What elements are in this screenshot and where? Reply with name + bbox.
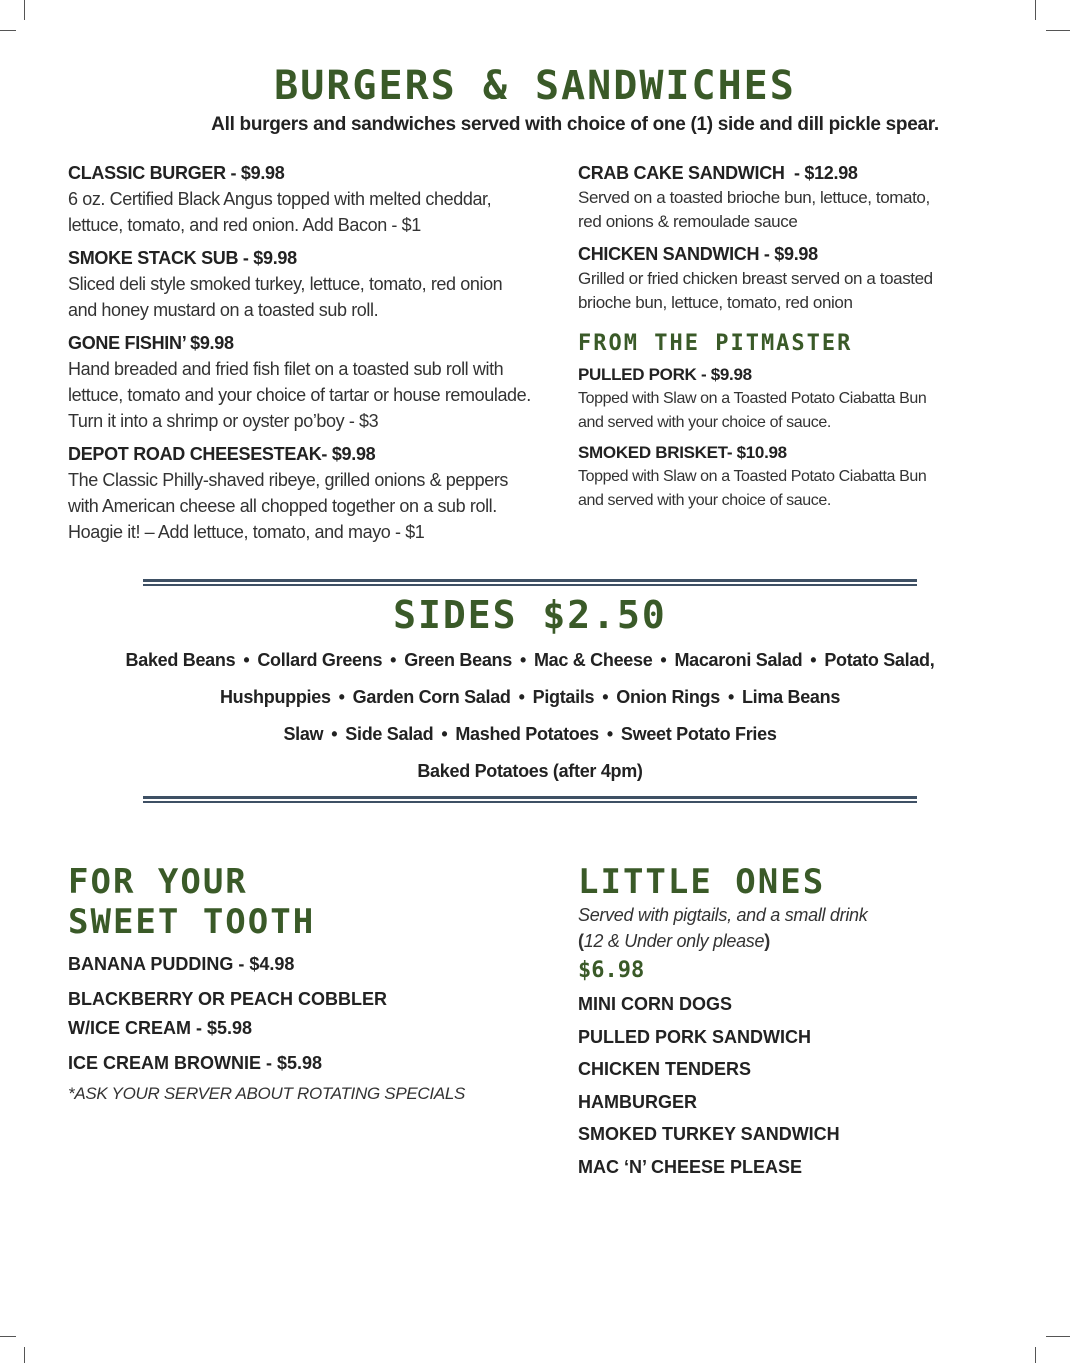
separator-dot: • (810, 650, 817, 670)
kids-item: PULLED PORK SANDWICH (578, 1026, 811, 1047)
separator-dot: • (243, 650, 250, 670)
kids-item: CHICKEN TENDERS (578, 1059, 752, 1079)
pitmaster-title: FROM THE PITMASTER (578, 331, 853, 356)
kids-item: HAMBURGER (578, 1091, 697, 1112)
item-name: PULLED PORK - $9.98 (578, 365, 752, 384)
item-description: and served with your choice of sauce. (578, 414, 831, 431)
little-ones-section (578, 862, 1018, 1183)
item-description: The Classic Philly-shaved ribeye, grilled onions & peppers (68, 470, 509, 490)
side-item: Macaroni Salad (674, 650, 803, 670)
item-description: Served on a toasted brioche bun, lettuce, tomato, (578, 188, 930, 207)
side-item: Baked Beans (125, 650, 236, 670)
menu-item (68, 160, 538, 238)
item-description: Hand breaded and fried fish filet on a toasted sub roll with (68, 359, 504, 379)
divider-bottom (143, 796, 917, 803)
separator-dot: • (518, 687, 525, 707)
sweet-tooth-title (68, 862, 528, 942)
sandwiches-right-column (578, 160, 1048, 519)
page-title: BURGERS & SANDWICHES (274, 63, 796, 109)
side-item: Pigtails (532, 687, 595, 707)
item-name: CRAB CAKE SANDWICH - $12.98 (578, 163, 858, 183)
item-name: SMOKE STACK SUB - $9.98 (68, 248, 297, 268)
item-description: lettuce, tomato, and red onion. Add Bacon - $1 (68, 215, 421, 235)
side-item: Collard Greens (257, 650, 383, 670)
menu-item (578, 363, 1048, 435)
kids-note (578, 928, 1018, 954)
side-item: Baked Potatoes (after 4pm) (417, 761, 643, 781)
menu-item (578, 241, 1048, 315)
menu-item (68, 330, 538, 434)
title-line: FOR YOUR (68, 862, 248, 902)
kids-item: SMOKED TURKEY SANDWICH (578, 1124, 840, 1144)
crop-mark (0, 30, 16, 31)
kids-item: MAC ‘N’ CHEESE PLEASE (578, 1156, 803, 1177)
dessert-line: W/ICE CREAM - $5.98 (68, 1018, 253, 1038)
side-item: Mac & Cheese (533, 650, 653, 670)
side-item: Slaw (283, 724, 324, 744)
item-name: CLASSIC BURGER - $9.98 (68, 163, 285, 183)
menu-item (68, 245, 538, 323)
item-description: red onions & remoulade sauce (578, 212, 798, 231)
separator-dot: • (660, 650, 667, 670)
separator-dot: • (331, 724, 338, 744)
side-item: Garden Corn Salad (352, 687, 511, 707)
separator-dot: • (602, 687, 609, 707)
dessert-line: BLACKBERRY OR PEACH COBBLER (68, 989, 388, 1009)
item-description: Topped with Slaw on a Toasted Potato Ciabatta Bun (578, 468, 927, 485)
crop-mark (1046, 30, 1070, 31)
little-ones-title: LITTLE ONES (578, 862, 826, 902)
kids-price: $6.98 (578, 958, 645, 983)
sides-row (0, 756, 1060, 793)
item-description: with American cheese all chopped together on a sub roll. (68, 496, 497, 516)
item-description: Turn it into a shrimp or oyster po’boy - $3 (68, 411, 379, 431)
item-description: Topped with Slaw on a Toasted Potato Ciabatta Bun (578, 390, 927, 407)
menu-item (578, 441, 1048, 513)
sides-row (0, 682, 1060, 719)
side-item: Lima Beans (741, 687, 841, 707)
separator-dot: • (727, 687, 734, 707)
side-item: Onion Rings (616, 687, 720, 707)
side-item: Hushpuppies (219, 687, 331, 707)
menu-item (578, 160, 1048, 234)
item-name: SMOKED BRISKET- $10.98 (578, 443, 787, 462)
side-item: Potato Salad, (824, 650, 935, 670)
sides-row (0, 719, 1060, 756)
page-subtitle: All burgers and sandwiches served with choice of one (1) side and dill pickle spear. (211, 114, 939, 135)
sides-list (0, 645, 1060, 793)
age-note: 12 & Under only please (583, 931, 765, 951)
item-name: DEPOT ROAD CHEESESTEAK- $9.98 (68, 444, 376, 464)
separator-dot: • (390, 650, 397, 670)
item-description: Sliced deli style smoked turkey, lettuce, tomato, red onion (68, 274, 503, 294)
crop-mark (24, 0, 25, 20)
side-item: Mashed Potatoes (455, 724, 599, 744)
divider-top (143, 579, 917, 586)
item-description: and honey mustard on a toasted sub roll. (68, 300, 379, 320)
crop-mark (24, 1347, 25, 1363)
sandwiches-left-column (68, 160, 538, 552)
dessert-item: ICE CREAM BROWNIE - $5.98 (68, 1053, 323, 1073)
dessert-item (68, 985, 528, 1043)
menu-item (68, 441, 538, 545)
item-name: GONE FISHIN’ $9.98 (68, 333, 234, 353)
kids-item: MINI CORN DOGS (578, 994, 733, 1014)
separator-dot: • (338, 687, 345, 707)
sweet-tooth-section (68, 862, 528, 1104)
item-description: Hoagie it! – Add lettuce, tomato, and mayo - $1 (68, 522, 425, 542)
side-item: Green Beans (404, 650, 512, 670)
title-line: SWEET TOOTH (68, 902, 316, 942)
crop-mark (1035, 0, 1036, 20)
dessert-item: BANANA PUDDING - $4.98 (68, 954, 295, 974)
item-description: and served with your choice of sauce. (578, 492, 831, 509)
paren-close: ) (764, 931, 770, 951)
item-description: lettuce, tomato and your choice of tartar or house remoulade. (68, 385, 531, 405)
paren-open: ( (578, 931, 584, 951)
crop-mark (1046, 1336, 1070, 1337)
specials-note: *ASK YOUR SERVER ABOUT ROTATING SPECIALS (68, 1084, 466, 1103)
crop-mark (0, 1336, 16, 1337)
pitmaster-section (578, 329, 1048, 513)
crop-mark (1035, 1347, 1036, 1363)
separator-dot: • (519, 650, 526, 670)
sides-title: SIDES $2.50 (393, 593, 667, 637)
item-description: Grilled or fried chicken breast served on a toasted (578, 269, 933, 288)
kids-note: Served with pigtails, and a small drink (578, 905, 868, 925)
item-name: CHICKEN SANDWICH - $9.98 (578, 244, 818, 264)
item-description: brioche bun, lettuce, tomato, red onion (578, 293, 853, 312)
sides-row (0, 645, 1060, 682)
side-item: Sweet Potato Fries (620, 724, 777, 744)
item-description: 6 oz. Certified Black Angus topped with melted cheddar, (68, 189, 492, 209)
side-item: Side Salad (345, 724, 434, 744)
separator-dot: • (441, 724, 448, 744)
separator-dot: • (606, 724, 613, 744)
